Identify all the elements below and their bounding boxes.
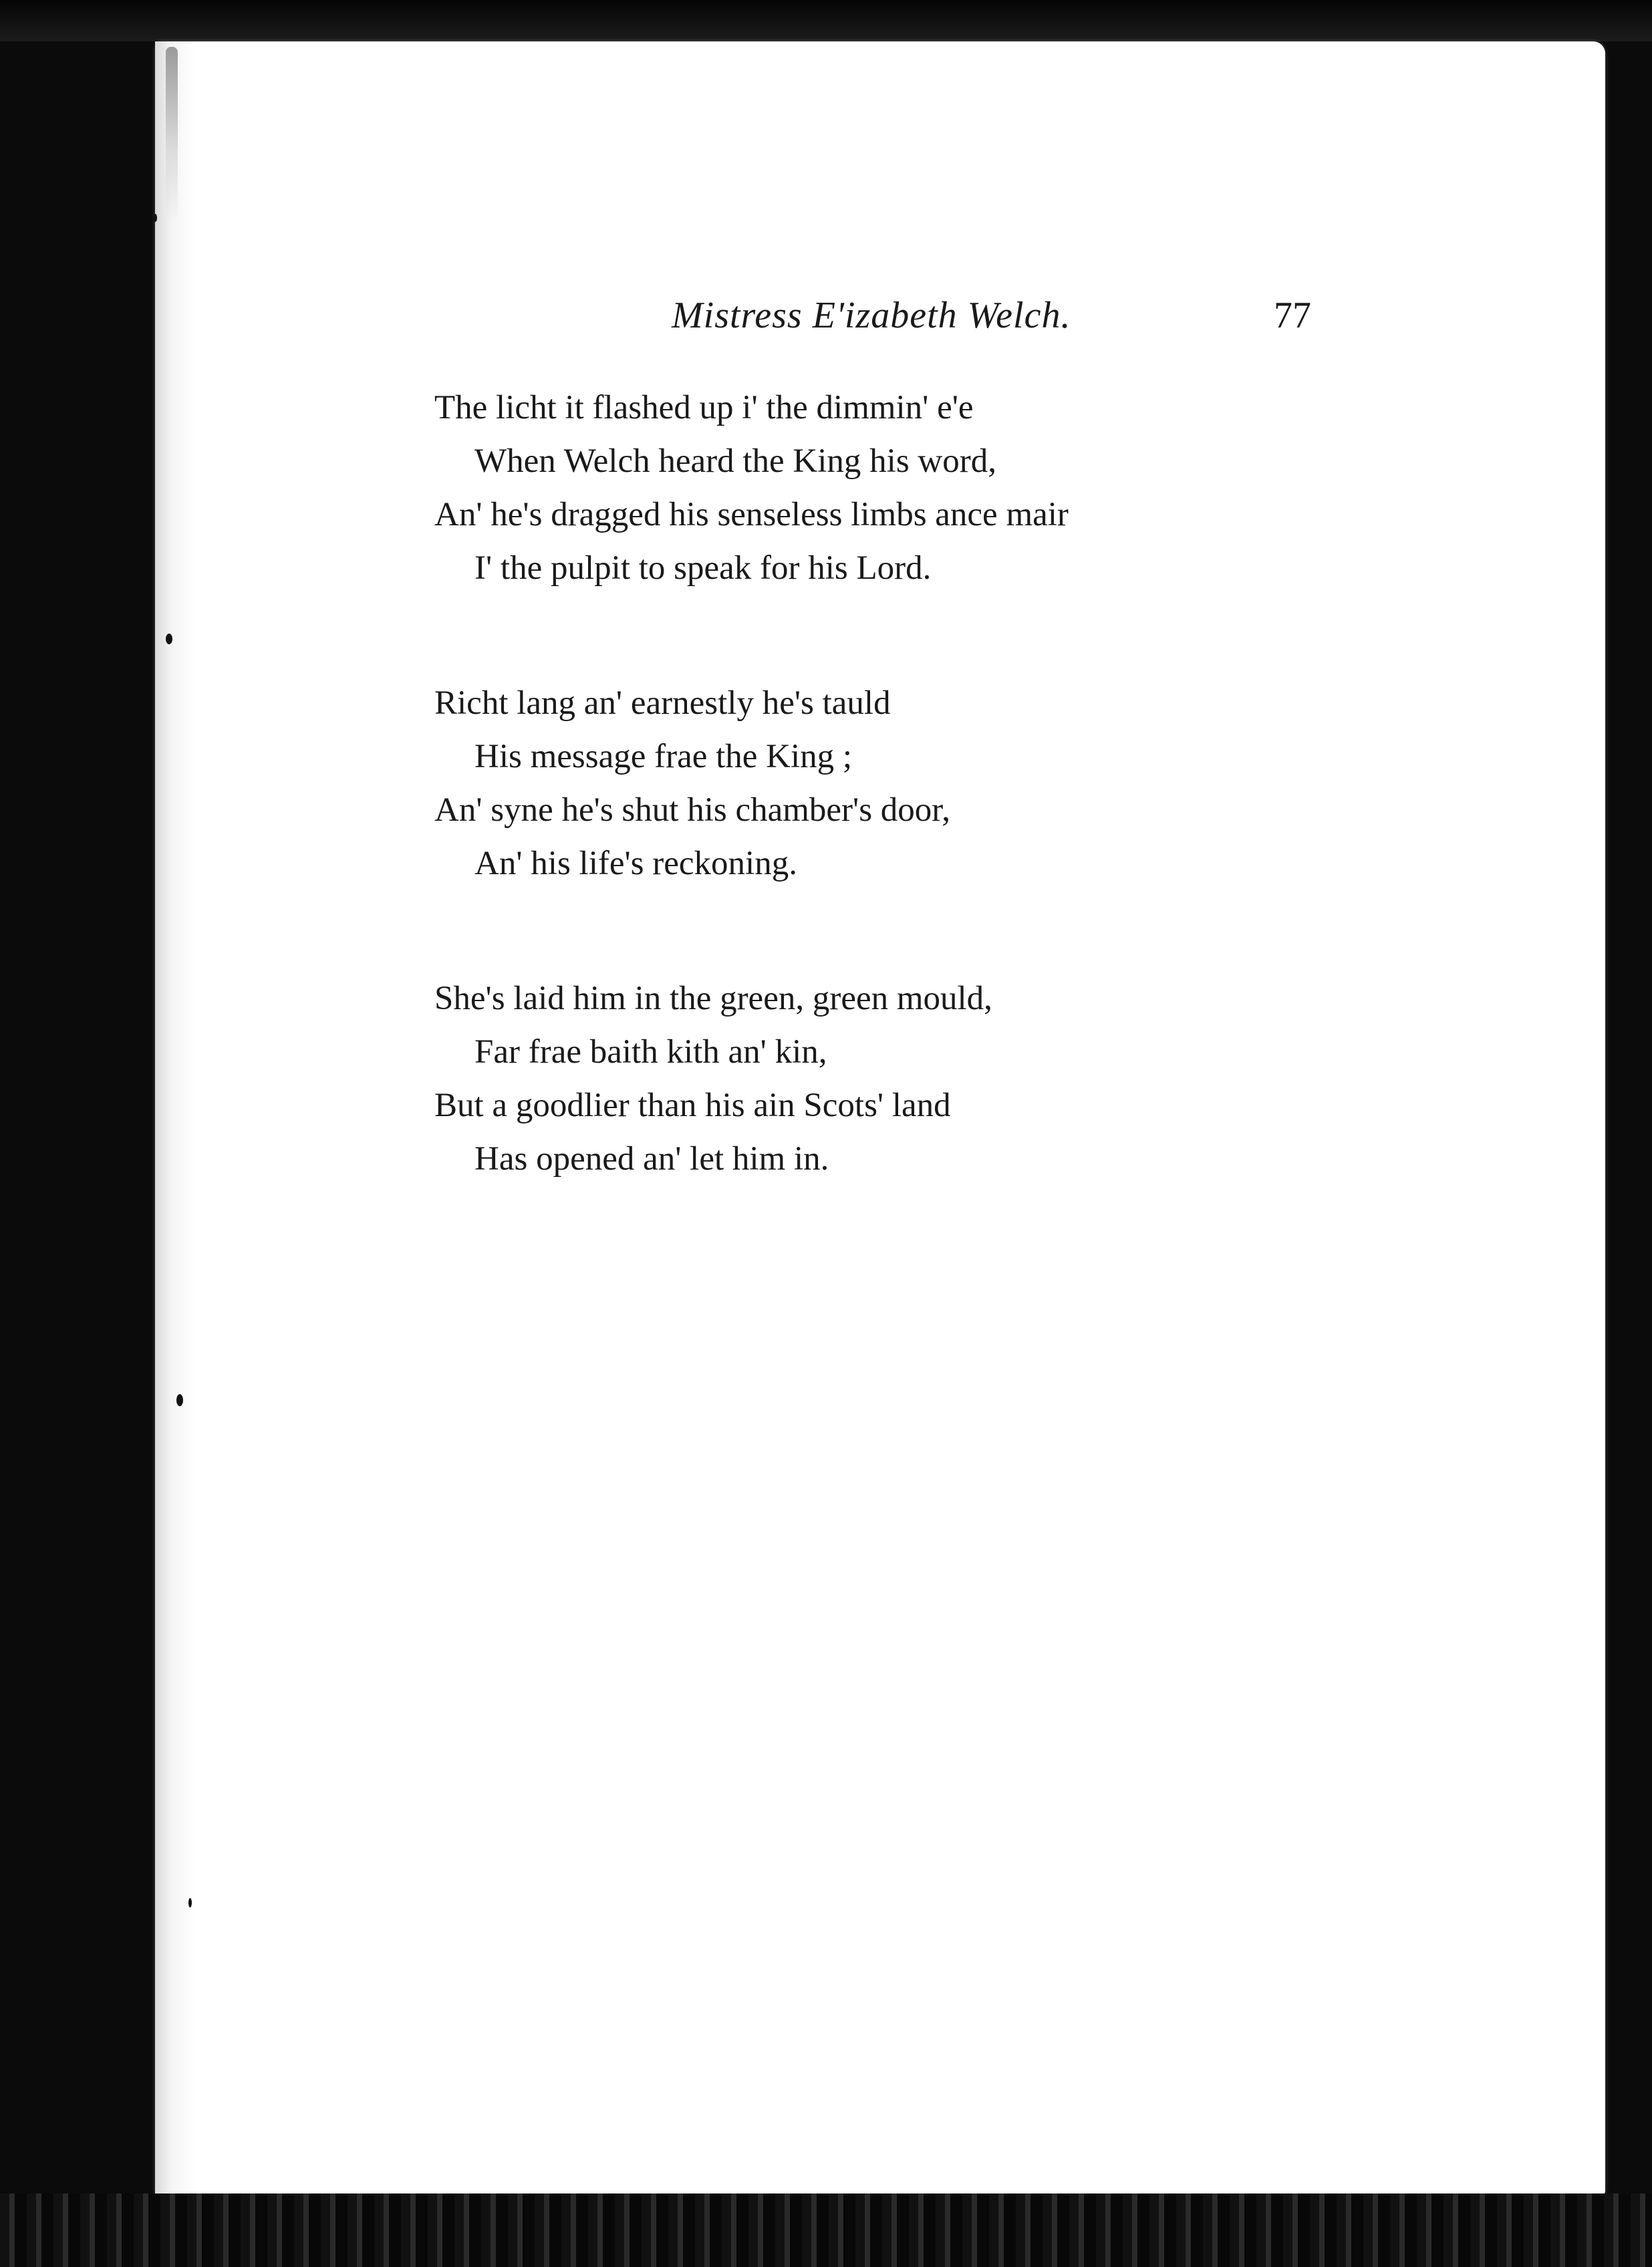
poem-line: An' he's dragged his senseless limbs ance mair — [434, 496, 1069, 533]
running-head — [0, 294, 1652, 348]
stanza-1 — [434, 381, 1303, 595]
poem-line: His message frae the King ; — [474, 738, 853, 775]
scan-speck — [166, 634, 172, 644]
poem-line: An' his life's reckoning. — [474, 845, 797, 882]
poem-line: An' syne he's shut his chamber's door, — [434, 791, 950, 829]
poem-line: I' the pulpit to speak for his Lord. — [474, 549, 932, 587]
poem-line: She's laid him in the green, green mould, — [434, 980, 992, 1017]
stanza-3 — [434, 972, 1303, 1186]
page-gutter-shadow — [155, 41, 195, 2196]
scan-bottom-edge — [0, 2193, 1652, 2267]
scan-top-edge — [0, 0, 1652, 41]
scan-speck — [154, 214, 157, 222]
poem-line: Far frae baith kith an' kin, — [474, 1033, 827, 1071]
poem-line: Richt lang an' earnestly he's tauld — [434, 684, 891, 722]
page-number: 77 — [1274, 295, 1311, 336]
poem-line: Has opened an' let him in. — [474, 1140, 829, 1178]
poem — [434, 381, 1303, 1267]
poem-line: But a goodlier than his ain Scots' land — [434, 1087, 951, 1124]
stanza-2 — [434, 676, 1303, 890]
scan-speck — [176, 1394, 183, 1406]
poem-line: When Welch heard the King his word, — [474, 442, 996, 480]
page-fold-streak — [166, 47, 178, 221]
running-title: Mistress E'izabeth Welch. — [672, 295, 1071, 336]
poem-line: The licht it flashed up i' the dimmin' e'e — [434, 389, 974, 426]
scan-speck — [188, 1898, 192, 1907]
